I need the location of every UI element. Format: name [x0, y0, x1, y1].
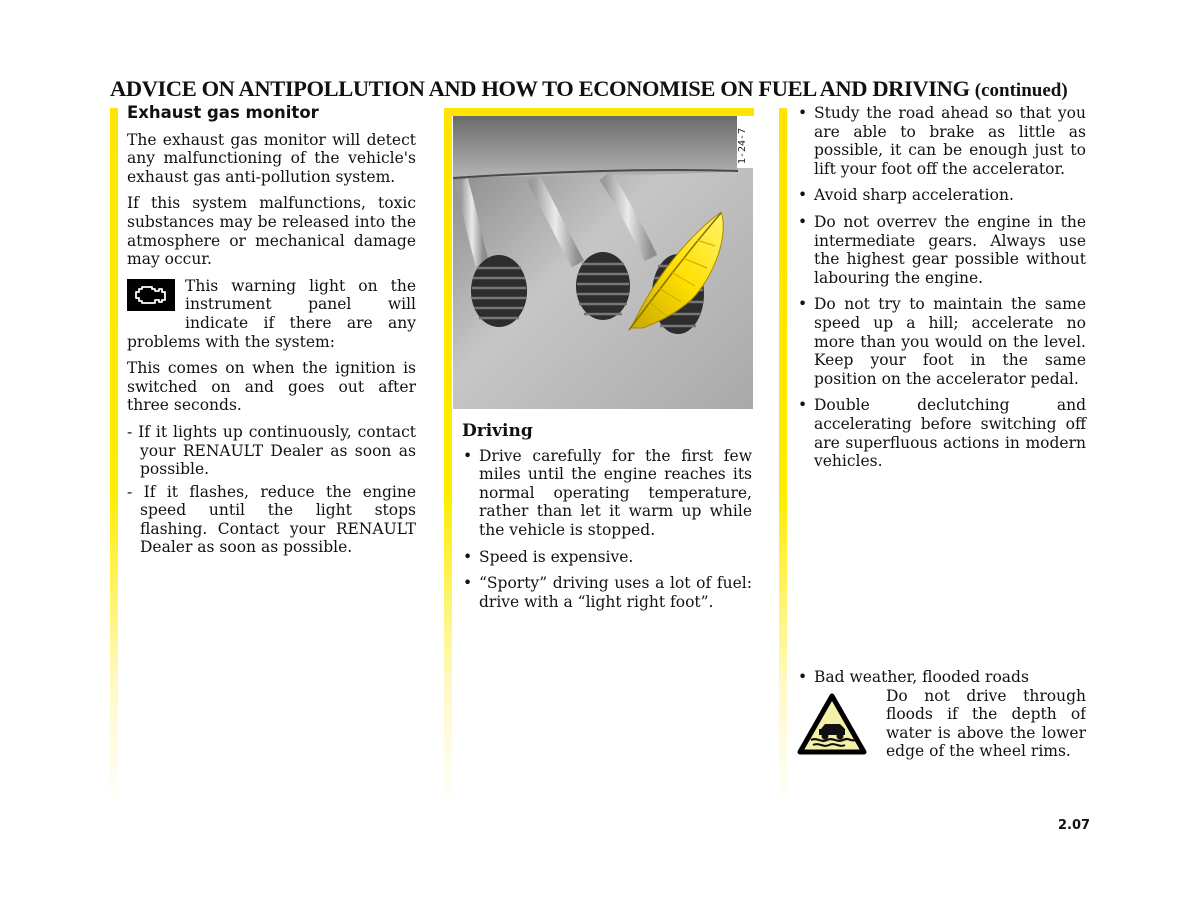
title-continued: (continued)	[974, 80, 1068, 101]
flood-warning-text: Do not drive through floods if the depth of water is above the lower edge of the wheel rims.	[886, 686, 1086, 761]
paragraph: If this system malfunctions, toxic substances may be released into the atmosphere or mechanical damage may occur.	[127, 194, 416, 269]
bullet-item: • Do not overrev the engine in the intermediate gears. Always use the highest gear possible without labouring the engine.	[797, 213, 1086, 287]
paragraph: This comes on when the ignition is switched on and goes out after three seconds.	[127, 359, 416, 415]
flood-warning-triangle-icon	[797, 693, 867, 755]
bullet-item: • Drive carefully for the first few miles until the engine reaches its normal operating temperature, rather than let it warm up while the vehicle is stopped.	[462, 447, 752, 540]
flood-warning-section	[797, 668, 1086, 761]
page-title	[110, 76, 1090, 102]
pedals-feather-illustration	[453, 116, 753, 409]
dash-item: - If it flashes, reduce the engine speed until the light stops flashing. Contact your RENAULT Dealer as soon as possible.	[127, 482, 416, 557]
engine-warning-icon	[127, 279, 175, 311]
warning-light-text: This warning light on the instrument panel will indicate if there are any problems with the system:	[127, 276, 416, 351]
section-heading-driving: Driving	[462, 421, 533, 441]
page-number: 2.07	[1058, 818, 1091, 833]
dash-item: - If it lights up continuously, contact your RENAULT Dealer as soon as possible.	[127, 422, 416, 479]
bullet-item: • Avoid sharp acceleration.	[797, 186, 1086, 205]
bullet-item: • Do not try to maintain the same speed up a hill; accelerate no more than you would on the level. Keep your foot in the same position on the accelerator pedal.	[797, 295, 1086, 388]
column-exhaust-monitor	[127, 104, 416, 561]
column-driving-tips	[797, 104, 1086, 479]
brake-pedal-pad	[471, 255, 527, 327]
column-accent-bar-middle	[444, 108, 452, 808]
bullet-item-flood: • Bad weather, flooded roads	[797, 668, 1086, 687]
bullet-item: • “Sporty” driving uses a lot of fuel: drive with a “light right foot”.	[462, 574, 752, 611]
paragraph: The exhaust gas monitor will detect any malfunctioning of the vehicle's exhaust gas anti-pollution system.	[127, 130, 416, 186]
column-accent-bar-left	[110, 108, 118, 808]
section-heading-exhaust: Exhaust gas monitor	[127, 103, 319, 122]
column-accent-bar-right	[779, 108, 787, 808]
bullet-item: • Study the road ahead so that you are able to brake as little as possible, it can be enough just to lift your foot off the accelerator.	[797, 104, 1086, 178]
column-driving	[462, 422, 752, 619]
warning-light-note	[127, 277, 416, 351]
bullet-item: • Speed is expensive.	[462, 548, 752, 567]
clutch-pedal-pad	[576, 252, 630, 320]
bullet-item: • Double declutching and accelerating before switching off are superfluous actions in modern vehicles.	[797, 396, 1086, 470]
photo-accent-bar-top	[444, 108, 754, 116]
photo-code-label: 1-24-7	[737, 127, 748, 165]
title-main: ADVICE ON ANTIPOLLUTION AND HOW TO ECONOMISE ON FUEL AND DRIVING	[110, 76, 970, 101]
